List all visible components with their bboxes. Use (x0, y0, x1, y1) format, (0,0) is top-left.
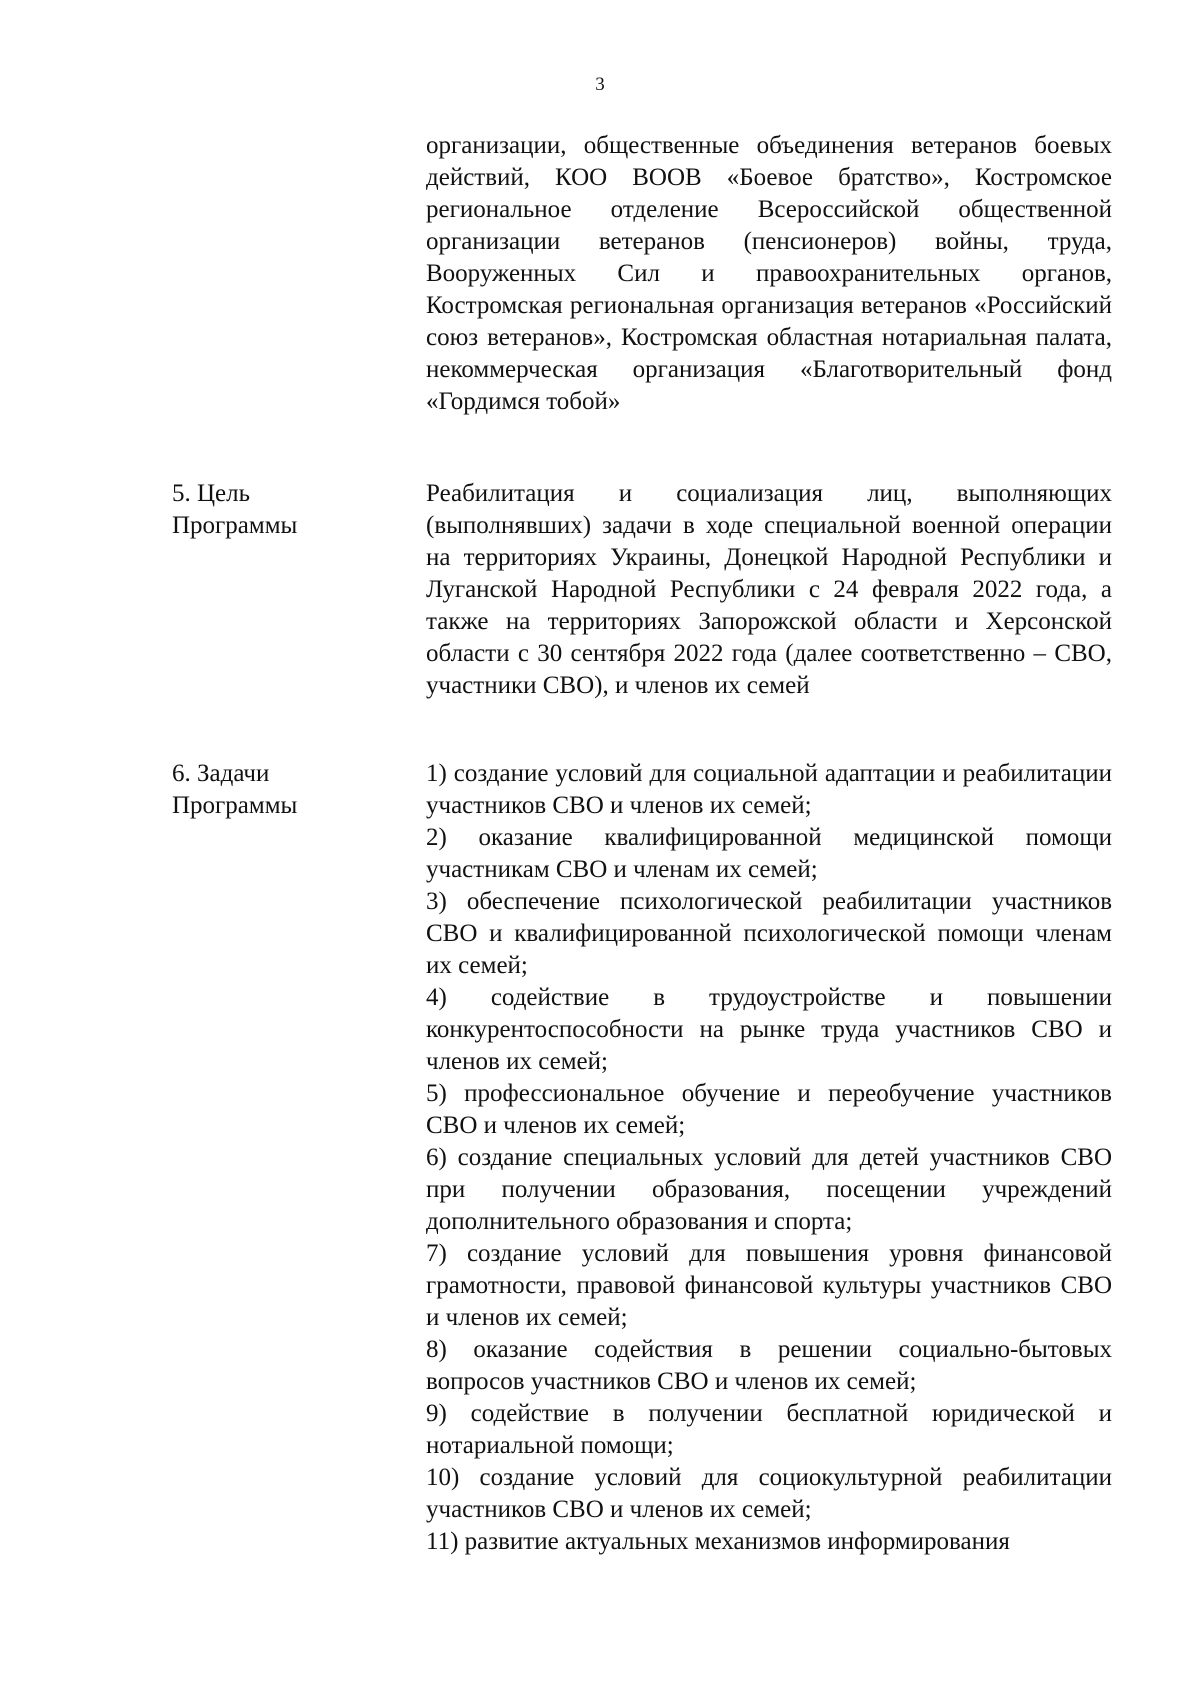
tasks-section (172, 758, 1112, 1558)
task-item-1: 1) создание условий для социальной адаптации и реабилитации участников СВО и членов их семей; (426, 760, 1112, 819)
task-item-10: 10) создание условий для социокультурной реабилитации участников СВО и членов их семей; (426, 1464, 1112, 1523)
task-item-8: 8) оказание содействия в решении социально-бытовых вопросов участников СВО и членов их семей; (426, 1336, 1112, 1395)
tasks-label (172, 758, 426, 822)
goal-label (172, 478, 426, 542)
task-item-5: 5) профессиональное обучение и переобучение участников СВО и членов их семей; (426, 1080, 1112, 1139)
task-item-6: 6) создание специальных условий для детей участников СВО при получении образования, посещении учреждений дополнительного образования и спорта; (426, 1144, 1112, 1235)
partners-text: организации, общественные объединения ветеранов боевых действий, КОО ВООВ «Боевое братство», Костромское региональное отделение Всероссийской общественной организации ветеранов (пенсионеров) войны, труда, Вооруженных Сил и правоохранительных органов, Костромская региональная организация ветеранов «Российский союз ветеранов», Костромская областная нотариальная палата, некоммерческая организация «Благотворительный фонд «Гордимся тобой» (426, 132, 1112, 415)
goal-text: Реабилитация и социализация лиц, выполняющих (выполнявших) задачи в ходе специальной военной операции на территориях Украины, Донецкой Народной Республики и Луганской Народной Республики с 24 февраля 2022 года, а также на территориях Запорожской области и Херсонской области с 30 сентября 2022 года (далее соответственно – СВО, участники СВО), и членов их семей (426, 480, 1112, 699)
tasks-label-line2: Программы (172, 792, 298, 819)
task-item-2: 2) оказание квалифицированной медицинской помощи участникам СВО и членам их семей; (426, 824, 1112, 883)
goal-section (172, 478, 1112, 702)
goal-label-line2: Программы (172, 512, 298, 539)
task-item-9: 9) содействие в получении бесплатной юридической и нотариальной помощи; (426, 1400, 1112, 1459)
tasks-list (426, 758, 1112, 1558)
task-item-11: 11) развитие актуальных механизмов информирования (426, 1528, 1010, 1555)
tasks-row (172, 758, 1112, 1558)
goal-row (172, 478, 1112, 702)
task-item-7: 7) создание условий для повышения уровня финансовой грамотности, правовой финансовой культуры участников СВО и членов их семей; (426, 1240, 1112, 1331)
page-number: 3 (595, 74, 605, 95)
goal-label-line1: 5. Цель (172, 480, 251, 507)
task-item-4: 4) содействие в трудоустройстве и повышении конкурентоспособности на рынке труда участников СВО и членов их семей; (426, 984, 1112, 1075)
partners-section (172, 130, 1112, 418)
partners-row (172, 130, 1112, 418)
tasks-label-line1: 6. Задачи (172, 760, 270, 787)
task-item-3: 3) обеспечение психологической реабилитации участников СВО и квалифицированной психологической помощи членам их семей; (426, 888, 1112, 979)
